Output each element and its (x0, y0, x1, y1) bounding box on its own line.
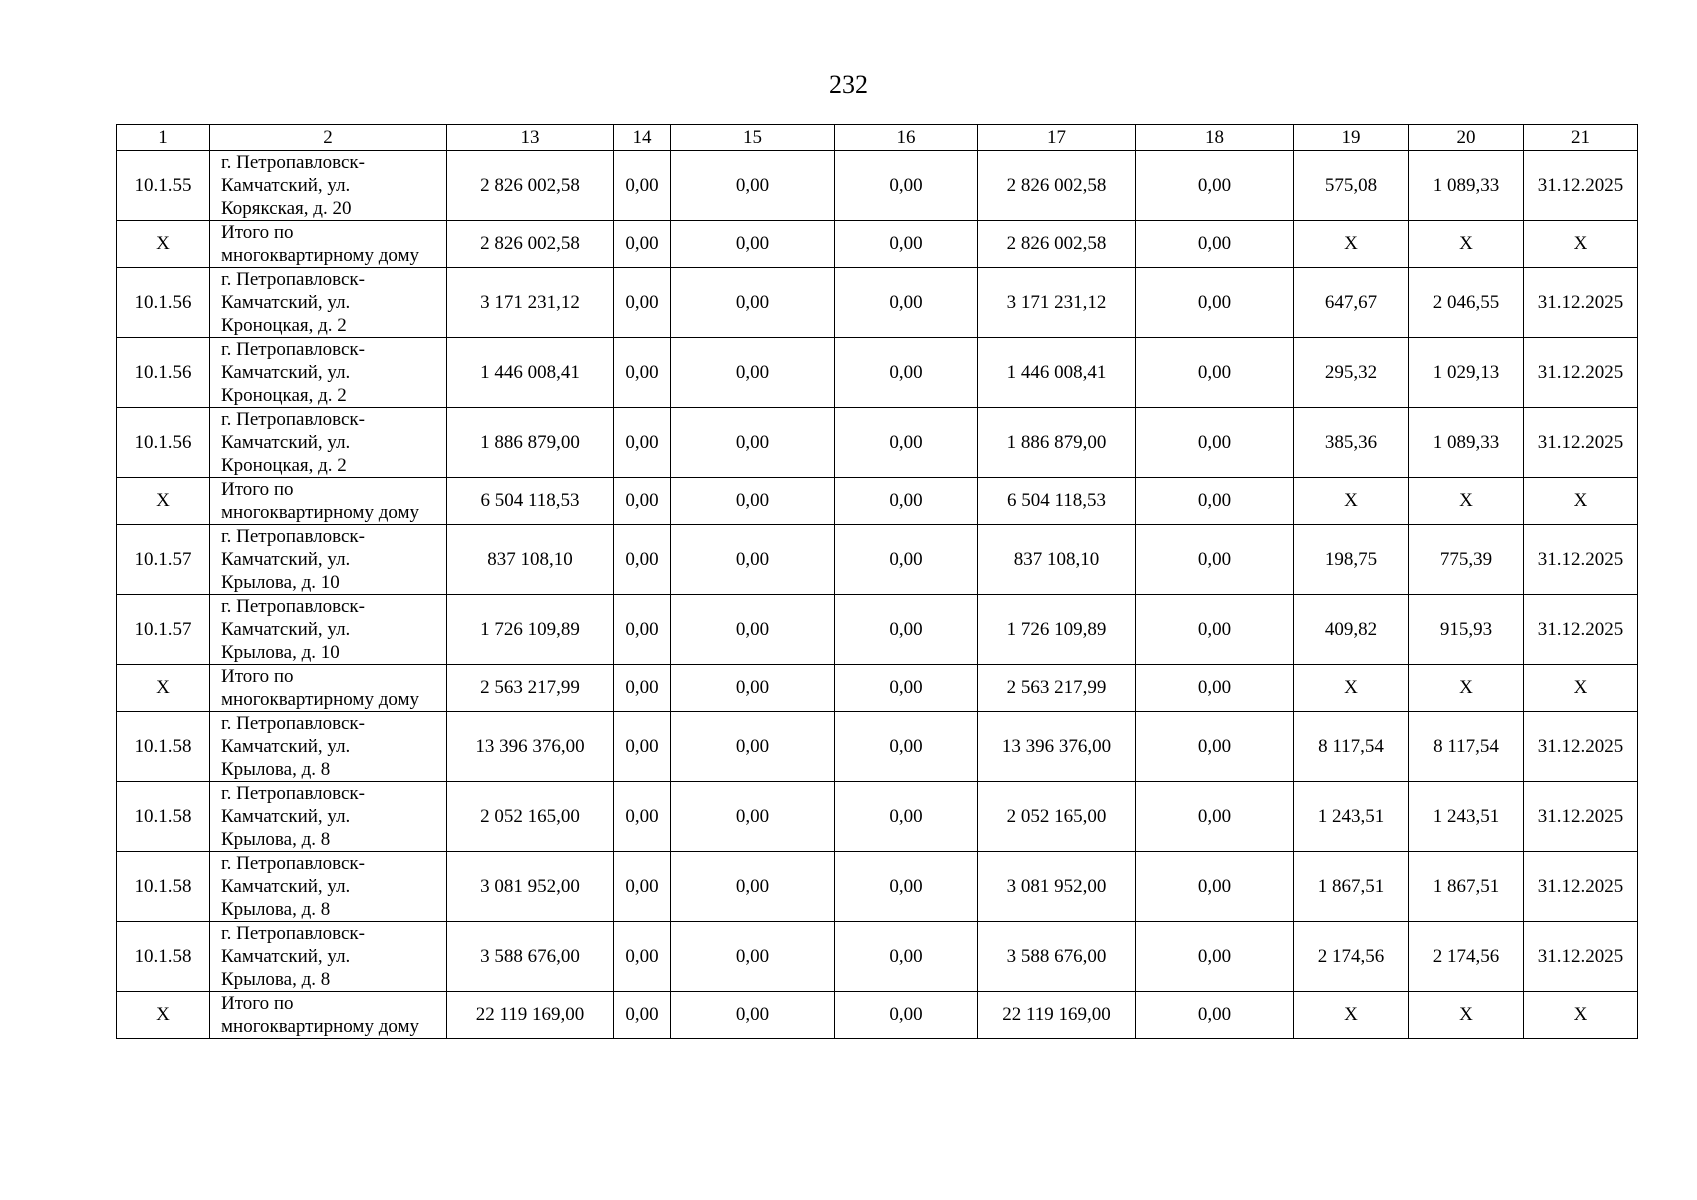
total-row (117, 478, 1638, 525)
table-cell: 0,00 (1136, 268, 1294, 338)
table-cell: 2 046,55 (1409, 268, 1524, 338)
column-header: 15 (671, 125, 835, 151)
address-line: Кроноцкая, д. 2 (221, 385, 347, 406)
table-cell: 0,00 (671, 665, 835, 712)
table-cell: 0,00 (835, 852, 978, 922)
table-cell: 1 446 008,41 (978, 338, 1136, 408)
table-cell: 10.1.58 (117, 922, 210, 992)
table-cell: 0,00 (1136, 852, 1294, 922)
table-cell: 0,00 (671, 221, 835, 268)
address-line: г. Петропавловск- (221, 269, 365, 290)
address-line: многоквартирному дому (221, 245, 420, 266)
table-cell: X (1409, 992, 1524, 1039)
total-row (117, 221, 1638, 268)
address-line: многоквартирному дому (221, 689, 420, 710)
table-cell: X (1409, 221, 1524, 268)
table-cell: 0,00 (1136, 338, 1294, 408)
address-line: Крылова, д. 10 (221, 642, 340, 663)
table-cell: 0,00 (671, 595, 835, 665)
table-row (117, 268, 1638, 338)
table-cell: 0,00 (614, 408, 671, 478)
table-cell: 2 826 002,58 (447, 151, 614, 221)
address-line: г. Петропавловск- (221, 409, 365, 430)
table-cell: 1 243,51 (1409, 782, 1524, 852)
table-cell: 1 726 109,89 (447, 595, 614, 665)
address-line: г. Петропавловск- (221, 339, 365, 360)
address-cell (210, 338, 447, 408)
table-cell: 0,00 (671, 338, 835, 408)
table-cell: 31.12.2025 (1524, 595, 1638, 665)
address-line: Камчатский, ул. (221, 806, 351, 827)
address-line: Крылова, д. 10 (221, 572, 340, 593)
address-line: Крылова, д. 8 (221, 969, 331, 990)
address-line: г. Петропавловск- (221, 853, 365, 874)
table-cell: X (1524, 221, 1638, 268)
column-header: 18 (1136, 125, 1294, 151)
address-line: Итого по (221, 479, 294, 500)
column-header: 21 (1524, 125, 1638, 151)
table-cell: 10.1.57 (117, 525, 210, 595)
table-cell: 0,00 (671, 782, 835, 852)
table-row (117, 712, 1638, 782)
table-cell: 10.1.55 (117, 151, 210, 221)
table-cell: 0,00 (614, 478, 671, 525)
address-line: Камчатский, ул. (221, 946, 351, 967)
table-cell: 10.1.58 (117, 852, 210, 922)
table-cell: 6 504 118,53 (978, 478, 1136, 525)
table-cell: 0,00 (614, 922, 671, 992)
table-cell: X (1524, 665, 1638, 712)
table-cell: 0,00 (835, 992, 978, 1039)
table-cell: 1 867,51 (1294, 852, 1409, 922)
table-cell: 0,00 (1136, 595, 1294, 665)
table-cell: 0,00 (835, 151, 978, 221)
table-cell: 0,00 (835, 338, 978, 408)
table-cell: 1 029,13 (1409, 338, 1524, 408)
table-cell: X (1409, 665, 1524, 712)
table-cell: 295,32 (1294, 338, 1409, 408)
table-cell: 13 396 376,00 (978, 712, 1136, 782)
table-cell: 31.12.2025 (1524, 151, 1638, 221)
table-cell: 0,00 (614, 525, 671, 595)
table-cell: 8 117,54 (1409, 712, 1524, 782)
table-cell: 0,00 (835, 525, 978, 595)
data-table (116, 124, 1638, 1039)
table-cell: 0,00 (1136, 221, 1294, 268)
table-cell: 31.12.2025 (1524, 408, 1638, 478)
table-cell: 409,82 (1294, 595, 1409, 665)
table-cell: 0,00 (614, 338, 671, 408)
column-header: 2 (210, 125, 447, 151)
address-cell (210, 268, 447, 338)
table-cell: X (1524, 478, 1638, 525)
table-cell: 10.1.56 (117, 338, 210, 408)
table-cell: 0,00 (1136, 782, 1294, 852)
table-cell: 0,00 (614, 595, 671, 665)
address-line: Итого по (221, 666, 294, 687)
table-cell: 0,00 (671, 525, 835, 595)
table-cell: X (1294, 992, 1409, 1039)
address-line: Камчатский, ул. (221, 549, 351, 570)
table-cell: 31.12.2025 (1524, 852, 1638, 922)
table-row (117, 782, 1638, 852)
table-cell: 0,00 (835, 408, 978, 478)
table-cell: 198,75 (1294, 525, 1409, 595)
address-cell (210, 782, 447, 852)
table-cell: 22 119 169,00 (447, 992, 614, 1039)
address-line: Крылова, д. 8 (221, 899, 331, 920)
address-cell (210, 922, 447, 992)
table-cell: 0,00 (614, 268, 671, 338)
total-label-cell (210, 478, 447, 525)
table-cell: 0,00 (614, 852, 671, 922)
table-cell: 0,00 (835, 712, 978, 782)
table-cell: 10.1.58 (117, 782, 210, 852)
table-cell: 1 886 879,00 (978, 408, 1136, 478)
table-cell: 6 504 118,53 (447, 478, 614, 525)
table-body (117, 125, 1638, 1039)
table-cell: 0,00 (614, 712, 671, 782)
table-cell: 0,00 (1136, 922, 1294, 992)
address-line: многоквартирному дому (221, 1016, 420, 1037)
table-cell: 0,00 (614, 151, 671, 221)
table-cell: 10.1.56 (117, 268, 210, 338)
table-cell: 0,00 (1136, 992, 1294, 1039)
column-header: 19 (1294, 125, 1409, 151)
table-cell: 0,00 (614, 665, 671, 712)
table-cell: X (1409, 478, 1524, 525)
table-cell: 0,00 (671, 992, 835, 1039)
table-cell: 2 052 165,00 (447, 782, 614, 852)
address-line: Итого по (221, 222, 294, 243)
table-cell: 1 089,33 (1409, 408, 1524, 478)
table-cell: 0,00 (671, 268, 835, 338)
table-cell: 385,36 (1294, 408, 1409, 478)
table-row (117, 525, 1638, 595)
table-cell: 2 563 217,99 (447, 665, 614, 712)
column-header: 14 (614, 125, 671, 151)
total-label-cell (210, 221, 447, 268)
address-line: г. Петропавловск- (221, 596, 365, 617)
table-cell: X (1294, 478, 1409, 525)
address-line: Камчатский, ул. (221, 432, 351, 453)
table-cell: 0,00 (1136, 712, 1294, 782)
table-row (117, 595, 1638, 665)
table-cell: 0,00 (835, 221, 978, 268)
table-cell: 1 886 879,00 (447, 408, 614, 478)
table-cell: X (117, 478, 210, 525)
table-cell: 3 081 952,00 (978, 852, 1136, 922)
address-line: Камчатский, ул. (221, 736, 351, 757)
column-header: 17 (978, 125, 1136, 151)
address-line: Кроноцкая, д. 2 (221, 315, 347, 336)
table-cell: 31.12.2025 (1524, 525, 1638, 595)
table-cell: 0,00 (1136, 151, 1294, 221)
total-label-cell (210, 992, 447, 1039)
table-cell: 0,00 (835, 268, 978, 338)
table-cell: 1 446 008,41 (447, 338, 614, 408)
table-cell: 8 117,54 (1294, 712, 1409, 782)
address-line: Корякская, д. 20 (221, 198, 352, 219)
column-header: 13 (447, 125, 614, 151)
column-header: 20 (1409, 125, 1524, 151)
total-row (117, 665, 1638, 712)
table-cell: 0,00 (614, 992, 671, 1039)
address-line: Крылова, д. 8 (221, 829, 331, 850)
address-line: Камчатский, ул. (221, 292, 351, 313)
address-line: Итого по (221, 993, 294, 1014)
table-cell: 0,00 (671, 478, 835, 525)
table-cell: 3 171 231,12 (978, 268, 1136, 338)
table-cell: 775,39 (1409, 525, 1524, 595)
total-label-cell (210, 665, 447, 712)
table-cell: X (1294, 665, 1409, 712)
table-cell: 10.1.56 (117, 408, 210, 478)
table-cell: 2 826 002,58 (978, 221, 1136, 268)
table-cell: 0,00 (671, 151, 835, 221)
table-cell: 0,00 (1136, 665, 1294, 712)
address-line: г. Петропавловск- (221, 923, 365, 944)
table-cell: 1 867,51 (1409, 852, 1524, 922)
table-cell: 1 726 109,89 (978, 595, 1136, 665)
table-cell: 2 174,56 (1409, 922, 1524, 992)
table-cell: 0,00 (671, 408, 835, 478)
address-line: г. Петропавловск- (221, 526, 365, 547)
table-cell: 2 563 217,99 (978, 665, 1136, 712)
table-cell: 575,08 (1294, 151, 1409, 221)
address-line: Камчатский, ул. (221, 175, 351, 196)
table-row (117, 338, 1638, 408)
table-cell: 0,00 (835, 665, 978, 712)
address-line: г. Петропавловск- (221, 783, 365, 804)
table-cell: 22 119 169,00 (978, 992, 1136, 1039)
address-cell (210, 151, 447, 221)
table-cell: 837 108,10 (447, 525, 614, 595)
table-cell: 1 243,51 (1294, 782, 1409, 852)
table-cell: X (117, 665, 210, 712)
table-cell: 915,93 (1409, 595, 1524, 665)
table-cell: 10.1.57 (117, 595, 210, 665)
table-cell: 31.12.2025 (1524, 338, 1638, 408)
address-cell (210, 712, 447, 782)
table-cell: 0,00 (835, 478, 978, 525)
table-cell: 0,00 (671, 922, 835, 992)
column-header: 16 (835, 125, 978, 151)
address-cell (210, 852, 447, 922)
table-cell: 2 826 002,58 (978, 151, 1136, 221)
table-cell: 0,00 (1136, 408, 1294, 478)
table-cell: 837 108,10 (978, 525, 1136, 595)
table-cell: 10.1.58 (117, 712, 210, 782)
address-line: г. Петропавловск- (221, 713, 365, 734)
table-cell: 3 081 952,00 (447, 852, 614, 922)
table-cell: 3 588 676,00 (447, 922, 614, 992)
address-line: Камчатский, ул. (221, 876, 351, 897)
address-line: Кроноцкая, д. 2 (221, 455, 347, 476)
table-cell: 2 052 165,00 (978, 782, 1136, 852)
table-cell: 0,00 (835, 922, 978, 992)
table-cell: 3 171 231,12 (447, 268, 614, 338)
table-row (117, 922, 1638, 992)
table-cell: 31.12.2025 (1524, 268, 1638, 338)
table-cell: 0,00 (614, 782, 671, 852)
address-line: г. Петропавловск- (221, 152, 365, 173)
table-row (117, 852, 1638, 922)
address-cell (210, 408, 447, 478)
table-cell: 13 396 376,00 (447, 712, 614, 782)
table-cell: 1 089,33 (1409, 151, 1524, 221)
page-number: 232 (829, 70, 868, 99)
header-row (117, 125, 1638, 151)
column-header: 1 (117, 125, 210, 151)
table-cell: 2 174,56 (1294, 922, 1409, 992)
table-cell: 3 588 676,00 (978, 922, 1136, 992)
table-row (117, 408, 1638, 478)
table-cell: 31.12.2025 (1524, 712, 1638, 782)
address-line: Камчатский, ул. (221, 362, 351, 383)
table-cell: 0,00 (835, 595, 978, 665)
table-cell: X (117, 221, 210, 268)
table-cell: 31.12.2025 (1524, 922, 1638, 992)
address-line: Крылова, д. 8 (221, 759, 331, 780)
table-cell: 31.12.2025 (1524, 782, 1638, 852)
address-line: Камчатский, ул. (221, 619, 351, 640)
table-cell: 0,00 (1136, 525, 1294, 595)
table-cell: 0,00 (671, 852, 835, 922)
total-row (117, 992, 1638, 1039)
address-cell (210, 595, 447, 665)
table-cell: 2 826 002,58 (447, 221, 614, 268)
table-cell: X (117, 992, 210, 1039)
table-cell: 0,00 (1136, 478, 1294, 525)
table-cell: 0,00 (671, 712, 835, 782)
table-cell: X (1294, 221, 1409, 268)
table-cell: X (1524, 992, 1638, 1039)
address-line: многоквартирному дому (221, 502, 420, 523)
table-row (117, 151, 1638, 221)
address-cell (210, 525, 447, 595)
table-cell: 647,67 (1294, 268, 1409, 338)
table-cell: 0,00 (614, 221, 671, 268)
table-cell: 0,00 (835, 782, 978, 852)
